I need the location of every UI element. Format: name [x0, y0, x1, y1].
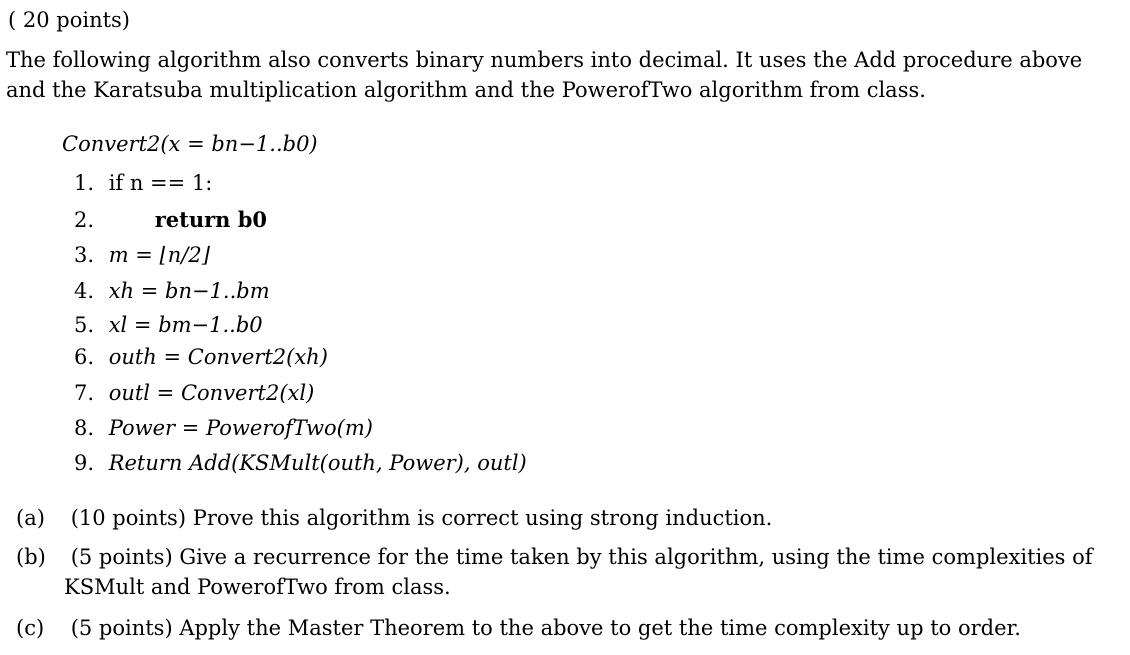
- part-text: (5 points) Apply the Master Theorem to the above to get the time complexity up to order.: [70, 616, 1021, 640]
- step-text: xh = bn−1..bm: [108, 279, 270, 303]
- part-label: (b): [16, 545, 46, 569]
- part-text: (10 points) Prove this algorithm is correct using strong induction.: [70, 506, 773, 530]
- part-label: (c): [16, 616, 45, 640]
- step-number: 9.: [74, 451, 95, 475]
- step-number: 1.: [74, 171, 95, 195]
- algorithm-step: [74, 279, 270, 303]
- step-number: 6.: [74, 345, 95, 369]
- step-text: m = ⌊n/2⌋: [108, 243, 210, 267]
- algorithm-step: [74, 416, 373, 440]
- question-part-a: [16, 506, 772, 530]
- step-text: outh = Convert2(xh): [108, 345, 328, 369]
- part-text-continued: KSMult and PowerofTwo from class.: [64, 575, 451, 599]
- algorithm-step: [74, 451, 527, 475]
- step-number: 7.: [74, 381, 95, 405]
- part-text: (5 points) Give a recurrence for the time taken by this algorithm, using the time complexities of: [70, 545, 1093, 569]
- algorithm-signature: Convert2(x = bn−1..b0): [62, 132, 318, 156]
- step-text: Return Add(KSMult(outh, Power), outl): [108, 451, 527, 475]
- algorithm-step: [74, 345, 328, 369]
- step-text: outl = Convert2(xl): [108, 381, 315, 405]
- algorithm-step: [74, 207, 267, 232]
- algorithm-step: [74, 171, 212, 195]
- step-text: return b0: [154, 207, 268, 232]
- step-text: xl = bm−1..b0: [108, 313, 263, 337]
- question-part-c: [16, 616, 1021, 640]
- part-label: (a): [16, 506, 45, 530]
- step-number: 3.: [74, 243, 95, 267]
- intro-line-1: The following algorithm also converts binary numbers into decimal. It uses the Add procedure above: [6, 48, 1083, 72]
- algorithm-step: [74, 381, 314, 405]
- step-number: 8.: [74, 416, 95, 440]
- step-number: 5.: [74, 313, 95, 337]
- step-number: 2.: [74, 208, 95, 232]
- algorithm-step: [74, 243, 210, 267]
- step-number: 4.: [74, 279, 95, 303]
- algorithm-step: [74, 313, 263, 337]
- question-part-b: [16, 545, 1093, 569]
- points-header: ( 20 points): [8, 8, 131, 32]
- step-text: if n == 1:: [108, 171, 213, 195]
- intro-line-2: and the Karatsuba multiplication algorithm and the PowerofTwo algorithm from class.: [6, 78, 926, 102]
- question-part-b-continuation: [64, 575, 451, 599]
- step-text: Power = PowerofTwo(m): [108, 416, 373, 440]
